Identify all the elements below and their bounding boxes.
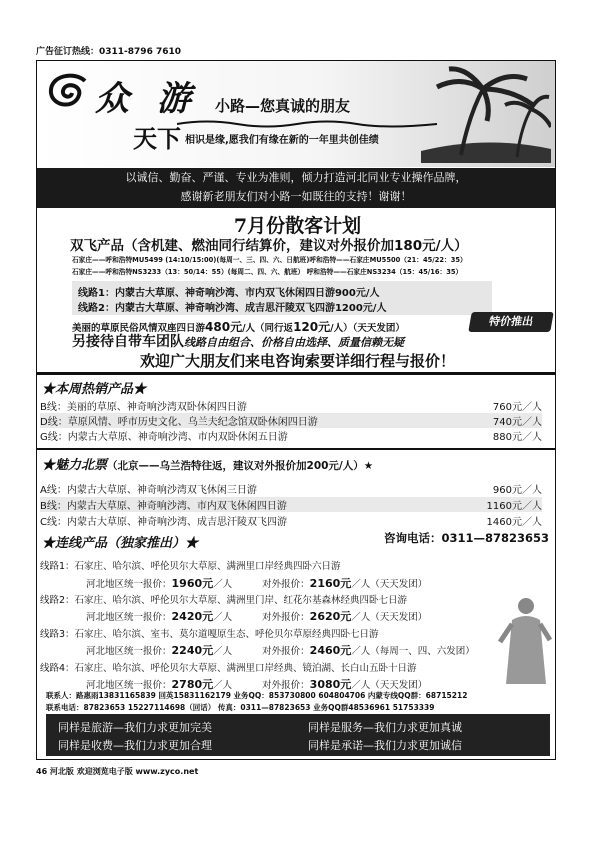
contact-line: 联系电话：87823653 15227114698（回话） 传真：0311—87823653 业务QQ群48536961 51753339 <box>46 703 435 712</box>
swirl-logo-icon <box>45 73 93 113</box>
route-item: 线路2：内蒙古大草原、神奇响沙湾、成吉思汗陵双飞四游1200元/人 <box>78 303 387 314</box>
mission-band <box>37 168 555 208</box>
line-item: 线路3：石家庄、哈尔滨、室韦、莫尔道嘎原生态、呼伦贝尔草原经典四卧七日游 <box>40 629 379 640</box>
statue-figure-icon <box>498 592 552 688</box>
mission-line: 以诚信、勤奋、严谨、专业为准则，倾力打造河北同业专业操作品牌， <box>125 171 467 184</box>
list-item: C线：内蒙古大草原、神奇响沙湾、成吉思汗陵双飞四游 1460元／人 <box>40 517 542 528</box>
list-item: D线：草原风情、呼市历史文化、乌兰夫纪念馆双卧休闲四日游 740元／人 <box>40 413 542 428</box>
mission-line: 感谢新老朋友们对小路一如既往的支持！谢谢！ <box>180 190 412 203</box>
flight-info: 石家庄——呼和浩特MU5499 (14:10/15:00)(每周一、三、四、六、日航班)呼和浩特——石家庄MU5500（21：45/22：35） <box>72 256 467 264</box>
promise-item: 同样是旅游—我们力求更加完美 <box>58 721 212 734</box>
hot-products-title: ★本周热销产品★ <box>42 382 147 397</box>
plan-title: 7月份散客计划 <box>233 215 362 237</box>
promise-item: 同样是承诺—我们力求更加诚信 <box>308 739 462 752</box>
line-price: 河北地区统一报价：2420元／人 对外报价：2620元／人（天天发团） <box>86 610 428 623</box>
wave-divider-icon <box>177 119 437 129</box>
welcome-text: 欢迎广大朋友们来电咨询索要详细行程与报价！ <box>139 352 455 370</box>
promise-item: 同样是收费—我们力求更加合理 <box>58 739 212 752</box>
brand-slogan: 小路—您真诚的朋友 <box>215 97 351 115</box>
palm-tree-icon <box>421 65 551 163</box>
brand-motto: 相识是缘,愿我们有缘在新的一年里共创佳绩 <box>185 135 379 146</box>
line-products-title: ★连线产品（独家推出）★ <box>42 536 199 551</box>
plan-subtitle: 双飞产品（含机建、燃油同行结算价，建议对外报价加180元/人） <box>70 238 468 254</box>
line-item: 线路2：石家庄、哈尔滨、呼伦贝尔大草原、满洲里门岸、红花尔基森林经典四卧七日游 <box>40 595 408 606</box>
promise-item: 同样是服务—我们力求更加真诚 <box>308 721 462 734</box>
line-price: 河北地区统一报价：2240元／人 对外报价：2460元／人（每周一、四、六发团） <box>86 644 475 657</box>
list-item: B线：内蒙古大草原、神奇响沙湾、市内双飞休闲四日游 1160元／人 <box>40 497 542 512</box>
line-item: 线路1：石家庄、哈尔滨、呼伦贝尔大草原、满洲里口岸经典四卧六日游 <box>40 561 341 572</box>
list-item: A线：内蒙古大草原、神奇响沙湾双飞休闲三日游 960元／人 <box>40 485 542 496</box>
consult-phone: 咨询电话：0311—87823653 <box>384 531 550 545</box>
route-item: 线路1：内蒙古大草原、神奇响沙湾、市内双飞休闲四日游900元/人 <box>78 288 380 299</box>
brand-name-2: 天下 <box>133 124 181 153</box>
folk-tour-offer: 美丽的草原民俗风情双座四日游480元/人（同行返120元/人）（天天发团） <box>72 320 405 334</box>
brand-banner <box>37 61 555 167</box>
brand-name: 众 游 <box>95 79 199 119</box>
list-item: G线：内蒙古大草原、神奇响沙湾、市内双卧休闲五日游 880元／人 <box>40 432 542 443</box>
promise-band <box>46 714 550 756</box>
page-footer: 46 河北版 欢迎浏览电子版 www.zyco.net <box>36 767 199 776</box>
section-divider <box>37 448 555 450</box>
special-offer-badge: 特价推出 <box>468 312 554 332</box>
contact-line: 联系人：路惠雨13831165839 回英15831162179 业务QQ：853730800 604804706 内蒙专线QQ群：68715212 <box>46 691 468 700</box>
section-divider <box>37 372 555 375</box>
flight-info: 石家庄——呼和浩特NS3233（13：50/14：55）(每周二、四、六、航班） 呼和浩特——石家庄NS3234（15：45/16：35） <box>72 268 463 276</box>
line-price: 河北地区统一报价：2780元／人 对外报价：3080元／人（天天发团） <box>86 678 428 691</box>
charm-section-title: ★魅力北票（北京——乌兰浩特往返，建议对外报价加200元/人）★ <box>42 458 374 473</box>
line-item: 线路4：石家庄、哈尔滨、呼伦贝尔大草原、满洲里口岸经典、镜泊湖、长白山五卧十日游 <box>40 663 417 674</box>
ad-hotline: 广告征订热线：0311-8796 7610 <box>36 47 182 57</box>
list-item: B线：美丽的草原、神奇响沙湾双卧休闲四日游 760元／人 <box>40 402 542 413</box>
group-reception-note: 另接待自带车团队线路自由组合、价格自由选择、质量信赖无疑 <box>72 334 404 350</box>
line-price: 河北地区统一报价：1960元／人 对外报价：2160元／人（天天发团） <box>86 577 428 590</box>
